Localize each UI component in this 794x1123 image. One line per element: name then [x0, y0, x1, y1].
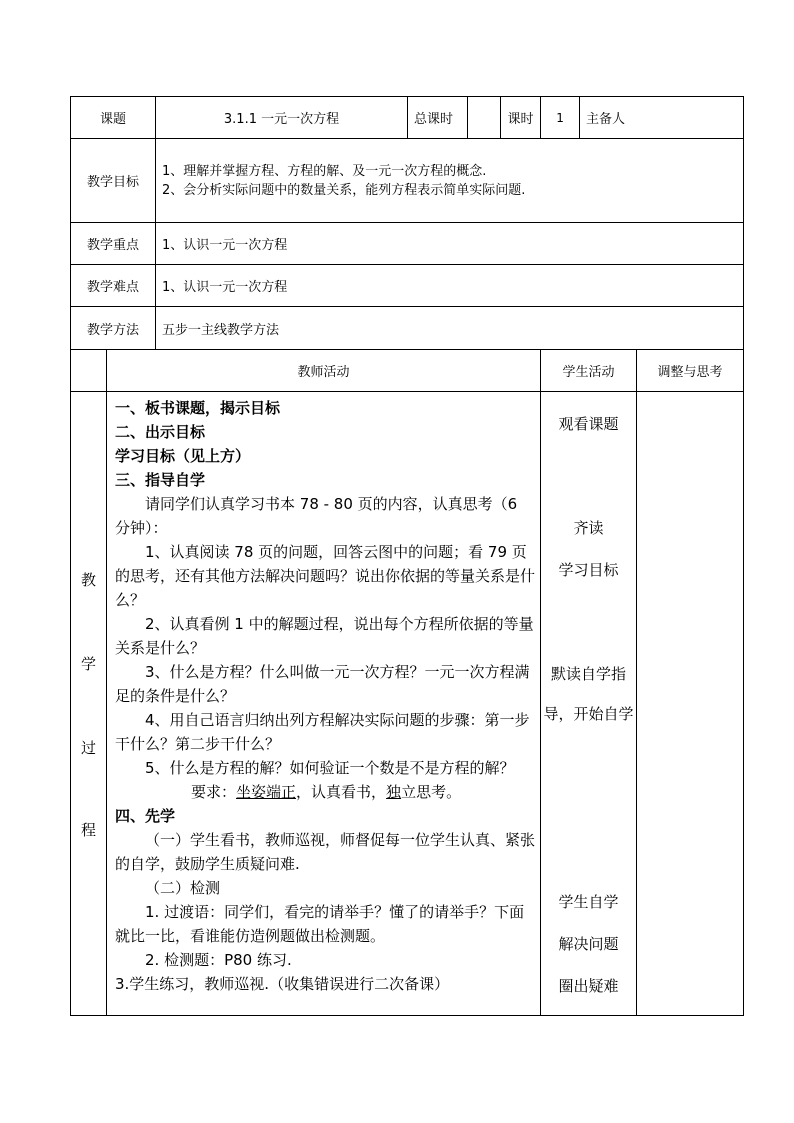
student-activity-item: 导，开始自学 [543, 705, 634, 723]
student-activity-item: 圈出疑难 [558, 977, 619, 995]
student-activity-item: 齐读 [573, 519, 604, 537]
preparer-label-text: 主备人 [586, 112, 626, 127]
requirement-underlined: 独 [386, 783, 402, 801]
key-points-value: 1、认识一元一次方程 [156, 223, 744, 265]
student-activity-header: 学生活动 [541, 350, 637, 392]
teacher-activity-content [107, 392, 541, 1016]
objective-item: 1、理解并掌握方程、方程的解、及一元一次方程的概念. [162, 163, 487, 179]
difficulties-value: 1、认识一元一次方程 [156, 265, 744, 307]
blank-header-cell [71, 350, 107, 392]
objectives-content [156, 139, 744, 223]
objectives-label: 教学目标 [71, 139, 156, 223]
requirement-underlined: 坐姿端正 [236, 783, 297, 801]
process-label-char: 学 [80, 655, 96, 673]
hours-value: 1 [541, 97, 580, 139]
section-heading: 学习目标（见上方） [115, 447, 251, 465]
objective-item: 2、会分析实际问题中的数量关系，能列方程表示简单实际问题. [162, 182, 526, 198]
teacher-paragraph: （二）检测 [145, 879, 221, 897]
teacher-paragraph: （一）学生看书，教师巡视，师督促每一位学生认真、紧张的自学，鼓励学生质疑问难. [115, 831, 536, 873]
process-label [71, 392, 107, 1016]
process-label-char: 程 [80, 821, 96, 839]
requirement-line [115, 780, 536, 804]
difficulties-row [71, 265, 744, 307]
student-activity-item: 默读自学指 [551, 665, 627, 683]
objectives-row [71, 139, 744, 223]
total-hours-value [468, 97, 501, 139]
hours-label: 课时 [501, 97, 541, 139]
section-heading: 三、指导自学 [115, 471, 206, 489]
activity-header-row [71, 350, 744, 392]
requirement-label: 要求： [191, 783, 237, 801]
student-activity-item: 解决问题 [558, 935, 619, 953]
teacher-paragraph: 1、认真阅读 78 页的问题，回答云图中的问题；看 79 页的思考，还有其他方法解决问题吗？说出你依据的等量关系是什么？ [115, 543, 536, 609]
section-heading: 一、板书课题，揭示目标 [115, 399, 281, 417]
key-points-row [71, 223, 744, 265]
methods-value: 五步一主线教学方法 [156, 307, 744, 350]
header-row [71, 97, 744, 139]
methods-row [71, 307, 744, 350]
requirement-text: 立思考。 [401, 783, 462, 801]
difficulties-label: 教学难点 [71, 265, 156, 307]
topic-label: 课题 [71, 97, 156, 139]
section-heading: 二、出示目标 [115, 423, 206, 441]
methods-label: 教学方法 [71, 307, 156, 350]
teacher-paragraph: 2、认真看例 1 中的解题过程，说出每个方程所依据的等量关系是什么？ [115, 615, 534, 657]
student-activity-content [541, 392, 637, 1016]
lesson-plan-table [70, 96, 744, 1016]
preparer-label [580, 97, 744, 139]
teacher-paragraph: 3.学生练习，教师巡视.（收集错误进行二次备课） [115, 975, 450, 993]
requirement-text: ，认真看书， [296, 783, 387, 801]
process-label-char: 教 [80, 571, 96, 589]
total-hours-label: 总课时 [408, 97, 468, 139]
student-activity-item: 学习目标 [558, 561, 619, 579]
process-row [71, 392, 744, 1016]
adjust-header: 调整与思考 [637, 350, 744, 392]
teacher-paragraph: 4、用自己语言归纳出列方程解决实际问题的步骤：第一步干什么？第二步干什么？ [115, 711, 530, 753]
student-activity-item: 观看课题 [558, 415, 619, 433]
key-points-label: 教学重点 [71, 223, 156, 265]
section-heading: 四、先学 [115, 807, 176, 825]
teacher-paragraph: 3、什么是方程？什么叫做一元一次方程？一元一次方程满足的条件是什么？ [115, 663, 530, 705]
teacher-activity-header: 教师活动 [107, 350, 541, 392]
adjust-content [637, 392, 744, 1016]
teacher-paragraph: 5、什么是方程的解？如何验证一个数是不是方程的解？ [145, 759, 515, 777]
teacher-paragraph: 请同学们认真学习书本 78 - 80 页的内容，认真思考（6 分钟）： [115, 495, 518, 537]
student-activity-item: 学生自学 [558, 893, 619, 911]
teacher-paragraph: 2. 检测题：P80 练习. [145, 951, 292, 969]
topic-value: 3.1.1 一元一次方程 [156, 97, 408, 139]
process-label-char: 过 [80, 739, 96, 757]
teacher-paragraph: 1. 过渡语：同学们，看完的请举手？懂了的请举手？下面就比一比，看谁能仿造例题做出检测题。 [115, 903, 525, 945]
